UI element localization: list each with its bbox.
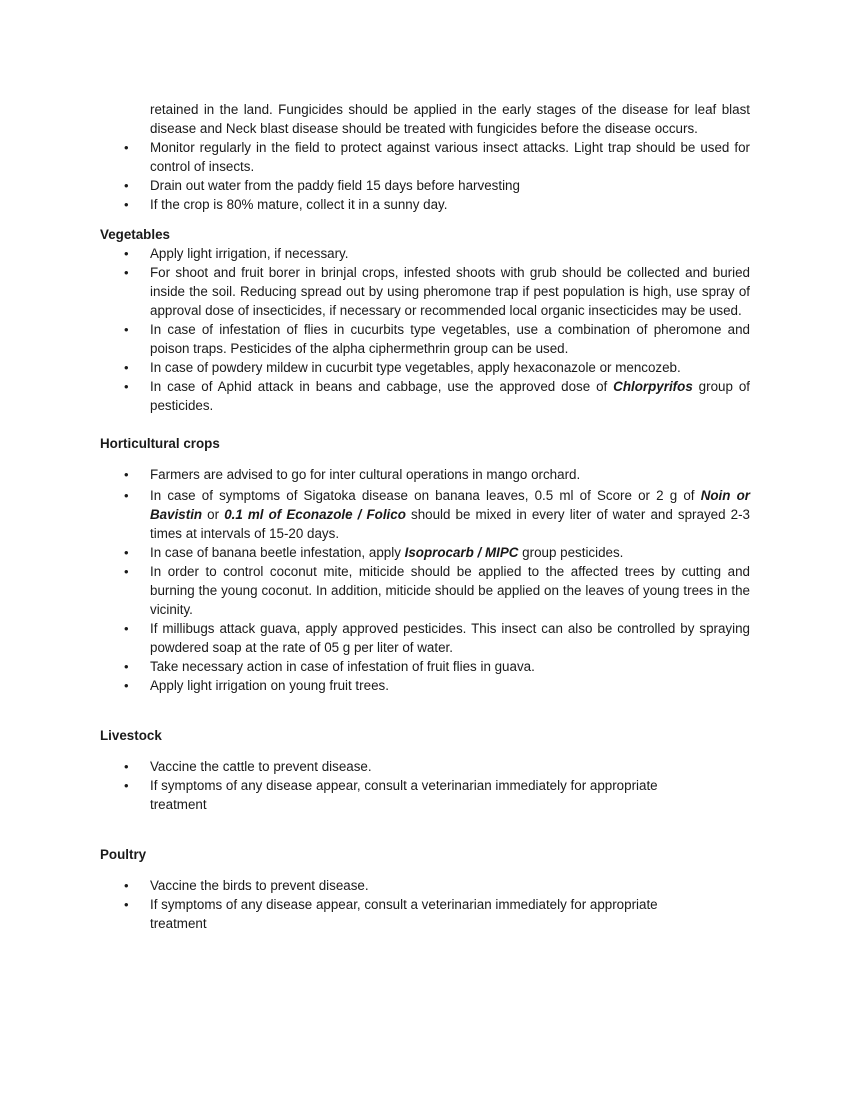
list-item: • In order to control coconut mite, miticide should be applied to the affected trees by cutting and burning the young coconut. In addition, miticide should be applied on the leaves of young trees in the vicinity. — [124, 564, 750, 617]
chemical-name: Chlorpyrifos — [613, 379, 693, 394]
list-item: • If symptoms of any disease appear, consult a veterinarian immediately for appropriate treatment — [124, 897, 658, 931]
intro-bullet-list — [100, 138, 750, 214]
list-item: • Vaccine the birds to prevent disease. — [124, 878, 369, 893]
section-heading-horticultural: Horticultural crops — [100, 436, 220, 451]
bullet-icon: • — [124, 564, 129, 579]
bullet-icon: • — [124, 379, 129, 394]
bullet-icon: • — [124, 246, 129, 261]
bullet-icon: • — [124, 322, 129, 337]
bullet-icon: • — [124, 197, 129, 212]
bullet-icon: • — [124, 488, 129, 503]
section-heading-livestock: Livestock — [100, 728, 162, 743]
bullet-icon: • — [124, 265, 129, 280]
list-item: • Farmers are advised to go for inter cultural operations in mango orchard. — [124, 467, 581, 482]
list-item: • Take necessary action in case of infestation of fruit flies in guava. — [124, 659, 535, 674]
list-item: • In case of Aphid attack in beans and cabbage, use the approved dose of Chlorpyrifos group of pesticides. — [124, 379, 750, 413]
bullet-icon: • — [124, 140, 129, 155]
bullet-icon: • — [124, 467, 129, 482]
vegetables-bullet-list — [100, 244, 750, 415]
bullet-icon: • — [124, 778, 129, 793]
chemical-name: Isoprocarb / MIPC — [404, 545, 519, 560]
list-item: • Drain out water from the paddy field 15 days before harvesting — [124, 178, 520, 193]
bullet-icon: • — [124, 659, 129, 674]
bullet-icon: • — [124, 545, 129, 560]
list-item: • Apply light irrigation, if necessary. — [124, 246, 349, 261]
continued-paragraph: retained in the land. Fungicides should be applied in the early stages of the disease for leaf blast disease and Neck blast disease should be treated with fungicides before the disease occurs. — [150, 102, 750, 136]
bullet-icon: • — [124, 678, 129, 693]
chemical-name: Noin or Bavistin — [150, 488, 750, 522]
list-item: • If millibugs attack guava, apply approved pesticides. This insect can also be controlled by spraying powdered soap at the rate of 05 g per liter of water. — [124, 621, 750, 655]
bullet-icon: • — [124, 621, 129, 636]
list-item: • In case of powdery mildew in cucurbit type vegetables, apply hexaconazole or mencozeb. — [124, 360, 681, 375]
list-item: • Monitor regularly in the field to protect against various insect attacks. Light trap should be used for control of insects. — [124, 140, 750, 174]
page-content — [100, 100, 750, 933]
list-item: • Apply light irrigation on young fruit trees. — [124, 678, 389, 693]
livestock-bullet-list — [100, 757, 750, 814]
section-heading-poultry: Poultry — [100, 847, 147, 862]
list-item: • In case of infestation of flies in cucurbits type vegetables, use a combination of pheromone and poison traps. Pesticides of the alpha ciphermethrin group can be used. — [124, 322, 750, 356]
bullet-icon: • — [124, 897, 129, 912]
horticultural-bullet-list — [100, 465, 750, 695]
list-item: • In case of symptoms of Sigatoka disease on banana leaves, 0.5 ml of Score or 2 g of Noin or Bavistin or 0.1 ml of Econazole / Folico should be mixed in every liter of water and sprayed 2-3 times at intervals of 15-20 days. — [124, 488, 750, 541]
list-item: • Vaccine the cattle to prevent disease. — [124, 759, 372, 774]
list-item: • If the crop is 80% mature, collect it in a sunny day. — [124, 197, 448, 212]
poultry-bullet-list — [100, 876, 750, 933]
bullet-icon: • — [124, 360, 129, 375]
section-heading-vegetables: Vegetables — [100, 227, 170, 242]
bullet-icon: • — [124, 178, 129, 193]
list-item: • For shoot and fruit borer in brinjal crops, infested shoots with grub should be collected and buried inside the soil. Reducing spread out by using pheromone trap if pest population is high, use spray of approval dose of insecticides, if necessary or recommended local organic insecticides may be used. — [124, 265, 750, 318]
bullet-icon: • — [124, 878, 129, 893]
list-item: • If symptoms of any disease appear, consult a veterinarian immediately for appropriate treatment — [124, 778, 658, 812]
chemical-name: 0.1 ml of Econazole / Folico — [224, 507, 406, 522]
list-item: • In case of banana beetle infestation, apply Isoprocarb / MIPC group pesticides. — [124, 545, 624, 560]
bullet-icon: • — [124, 759, 129, 774]
